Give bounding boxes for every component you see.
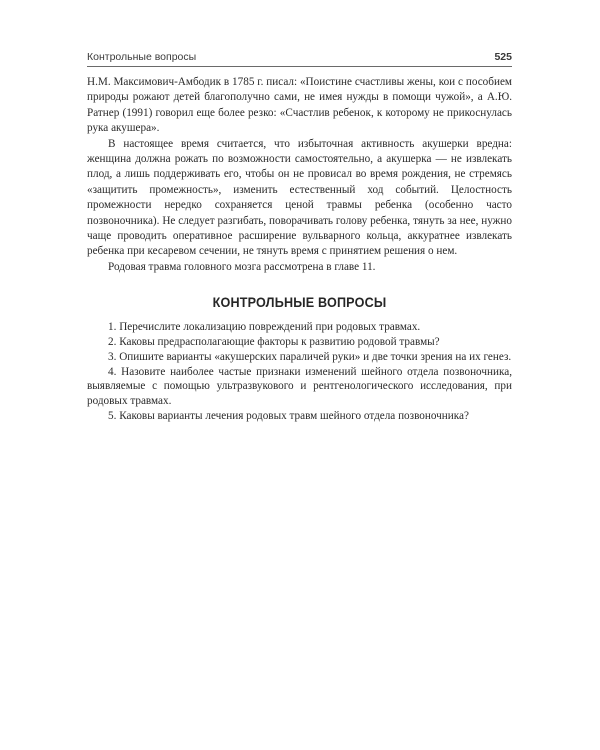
header-rule — [87, 66, 512, 67]
question-item: 1. Перечислите локализацию повреждений при родовых травмах. — [108, 321, 421, 334]
page-body — [87, 75, 512, 424]
question-item: 3. Опишите варианты «акушерских параличей руки» и две точки зрения на их генез. — [108, 350, 512, 363]
paragraph-quote: Н.М. Максимович-Амбодик в 1785 г. писал: «Поистине счастливы жены, кои с пособием природы рожают детей благополучно сами, не имея нужды в помощи чужой», а А.Ю. Ратнер (1991) говорил еще более резко: «Счастлив ребенок, к которому не прикоснулась рука акушера». — [87, 76, 512, 135]
section-heading: КОНТРОЛЬНЫЕ ВОПРОСЫ — [212, 294, 387, 311]
question-item: 5. Каковы варианты лечения родовых травм шейного отдела позвоночника? — [108, 410, 469, 423]
running-header-title: Контрольные вопросы — [87, 51, 197, 63]
question-item: 2. Каковы предрасполагающие факторы к развитию родовой травмы? — [108, 336, 440, 349]
questions-list — [87, 320, 512, 424]
paragraph-brain-trauma-ref: Родовая травма головного мозга рассмотрена в главе 11. — [108, 260, 376, 273]
paragraph-midwife-activity: В настоящее время считается, что избыточная активность акушерки вредна: женщина должна рожать по возможности самостоятельно, а акушерка — не извлекать плод, а лишь поддерживать его, чтобы он не провисал во время рождения, не стремясь «защитить промежность», изменить естественный ход событий. Целостность промежности нередко сохраняется ценой травмы ребенка (особенно часто позвоночника). Не следует разгибать, поворачивать голову ребенка, тянуть за нее, нужно чаще проводить оперативное расширение вульварного кольца, аккуратнее извлекать ребенка при кесаревом сечении, не тянуть время с принятием решения о нем. — [87, 137, 512, 258]
page-number: 525 — [494, 51, 512, 63]
question-item: 4. Назовите наиболее частые признаки изменений шейного отдела позвоночника, выявляемые с помощью ультразвукового и рентгенологического исследования, при родовых травмах. — [87, 365, 512, 408]
running-header — [87, 51, 512, 65]
